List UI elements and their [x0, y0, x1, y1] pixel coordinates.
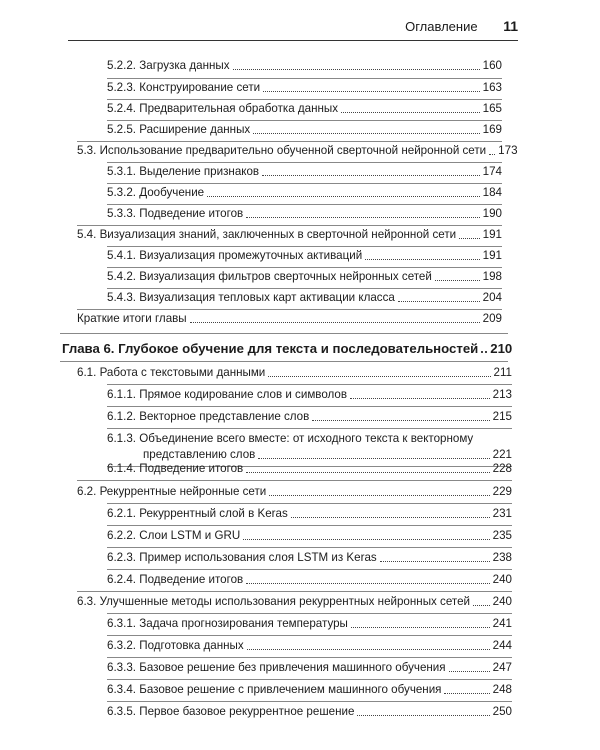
leader-dots	[489, 153, 495, 155]
toc-entry-title: Дообучение	[139, 186, 205, 199]
toc-entry-number: 6.2.4.	[107, 573, 137, 586]
toc-entry-page: 221	[492, 448, 512, 461]
leader-dots	[312, 419, 489, 421]
leader-dots	[262, 174, 480, 176]
toc-entry-number: 6.3.1.	[107, 617, 137, 630]
leader-dots	[291, 516, 490, 518]
toc-entry-number: 6.3.3.	[107, 661, 137, 674]
toc-entry-title: Визуализация знаний, заключенных в сверточной нейронной сети	[99, 228, 457, 241]
leader-dots	[350, 397, 490, 399]
toc-entry-page: 163	[482, 81, 502, 94]
toc-entry-page: 229	[492, 485, 512, 498]
toc-entry-title: Задача прогнозирования температуры	[139, 617, 348, 630]
toc-entry-number: Глава 6.	[62, 341, 115, 356]
toc-entry-number: 6.3.5.	[107, 705, 137, 718]
toc-entry-page: 241	[492, 617, 512, 630]
toc-entry-number: 6.1.	[77, 366, 97, 379]
toc-entry-title: Работа с текстовыми данными	[99, 366, 266, 379]
toc-entry-page: 213	[492, 388, 512, 401]
leader-dots	[481, 350, 487, 353]
toc-entry-page: 228	[492, 462, 512, 475]
leader-dots	[444, 692, 489, 694]
toc-entry-page: 231	[492, 507, 512, 520]
toc-entry-title: Предварительная обработка данных	[139, 102, 339, 115]
leader-dots	[246, 471, 489, 473]
toc-entry-page: 248	[492, 683, 512, 696]
toc-entry-page: 238	[492, 551, 512, 564]
leader-dots	[258, 457, 489, 459]
toc-entry-page: 210	[490, 341, 513, 356]
leader-dots	[380, 560, 490, 562]
toc-entry-page: 211	[493, 366, 512, 379]
toc-entry-page: 173	[498, 144, 518, 157]
toc-entry-title: Объединение всего вместе: от исходного текста к векторному	[139, 432, 474, 445]
toc-entry-page: 165	[482, 102, 502, 115]
toc-entry-page: 204	[482, 291, 502, 304]
header-title: Оглавление	[405, 19, 478, 34]
running-header	[68, 18, 518, 41]
toc-entry-title: Глубокое обучение для текста и последовательностей	[118, 341, 479, 356]
toc-entry-number: 5.3.2.	[107, 186, 137, 199]
toc-entry-number: 5.3.1.	[107, 165, 137, 178]
leader-dots	[243, 538, 489, 540]
toc-entry-title: Конструирование сети	[139, 81, 261, 94]
leader-dots	[351, 626, 490, 628]
toc-entry-page: 160	[482, 59, 502, 72]
leader-dots	[341, 111, 480, 113]
leader-dots	[365, 258, 479, 260]
toc-entry-number: 5.2.4.	[107, 102, 137, 115]
leader-dots	[435, 279, 480, 281]
leader-dots	[263, 90, 480, 92]
toc-entry-page: 191	[482, 249, 502, 262]
toc-entry-number: 5.4.1.	[107, 249, 137, 262]
toc-entry-page: 235	[492, 529, 512, 542]
toc-entry-title: Векторное представление слов	[139, 410, 310, 423]
toc-entry-title: Рекуррентные нейронные сети	[99, 485, 267, 498]
toc-entry-title: Прямое кодирование слов и символов	[139, 388, 348, 401]
toc-entry-title: Визуализация промежуточных активаций	[139, 249, 363, 262]
toc-entry-number: 5.2.2.	[107, 59, 137, 72]
toc-entry-title: Базовое решение без привлечения машинного обучения	[139, 661, 446, 674]
toc-entry-title: Выделение признаков	[139, 165, 260, 178]
toc-entry-page: 215	[492, 410, 512, 423]
toc-entry-number: 6.1.2.	[107, 410, 137, 423]
toc-entry-number: 6.3.2.	[107, 639, 137, 652]
toc-entry-page: 250	[492, 705, 512, 718]
toc-entry-title: Подведение итогов	[139, 207, 244, 220]
leader-dots	[253, 132, 479, 134]
leader-dots	[268, 375, 490, 377]
toc-entry-page: 240	[492, 573, 512, 586]
toc-entry-page: 244	[492, 639, 512, 652]
toc-entry-number: 6.1.3.	[107, 432, 137, 445]
toc-entry-title: Краткие итоги главы	[77, 312, 187, 325]
leader-dots	[247, 648, 490, 650]
toc-entry-number: 6.2.2.	[107, 529, 137, 542]
toc-entry-title: Рекуррентный слой в Keras	[139, 507, 288, 520]
toc-entry-title: Загрузка данных	[139, 59, 230, 72]
toc-entry-title: Подведение итогов	[139, 573, 244, 586]
leader-dots	[246, 216, 479, 218]
leader-dots	[269, 494, 489, 496]
toc-entry-title: Базовое решение с привлечением машинного обучения	[139, 683, 442, 696]
toc-entry-number: 6.3.	[77, 595, 97, 608]
toc-entry-number: 6.2.1.	[107, 507, 137, 520]
toc-entry-page: 184	[482, 186, 502, 199]
toc-entry-number: 6.3.4.	[107, 683, 137, 696]
toc-entry-page: 198	[482, 270, 502, 283]
toc-entry-title: Улучшенные методы использования рекуррентных нейронных сетей	[99, 595, 471, 608]
toc-entry-number: 5.3.	[77, 144, 97, 157]
leader-dots	[233, 68, 480, 70]
toc-entry-number: 5.3.3.	[107, 207, 137, 220]
toc-entry-title: Слои LSTM и GRU	[139, 529, 241, 542]
header-page-number: 11	[503, 18, 518, 34]
toc-entry-title: Использование предварительно обученной сверточной нейронной сети	[99, 144, 487, 157]
toc-entry-number: 5.4.	[77, 228, 97, 241]
toc-entry-page: 191	[482, 228, 502, 241]
toc-entry-number: 6.2.3.	[107, 551, 137, 564]
toc-entry-number: 6.1.1.	[107, 388, 137, 401]
toc-entry-title: Визуализация тепловых карт активации класса	[139, 291, 395, 304]
toc-entry-title: Пример использования слоя LSTM из Keras	[139, 551, 377, 564]
leader-dots	[459, 237, 480, 239]
leader-dots	[449, 670, 490, 672]
toc-entry-number: 5.2.3.	[107, 81, 137, 94]
toc-entry-title: Расширение данных	[139, 123, 251, 136]
toc-entry-title: Визуализация фильтров сверточных нейронных сетей	[139, 270, 432, 283]
leader-dots	[357, 714, 489, 716]
toc-entry-number: 5.2.5.	[107, 123, 137, 136]
toc-entry-page: 240	[492, 595, 512, 608]
toc-entry-page: 169	[482, 123, 502, 136]
toc-entry-page: 174	[482, 165, 502, 178]
leader-dots	[207, 195, 480, 197]
leader-dots	[190, 321, 480, 323]
toc-entry-number: 6.2.	[77, 485, 97, 498]
leader-dots	[246, 582, 489, 584]
leader-dots	[398, 300, 480, 302]
toc-entry-number: 5.4.3.	[107, 291, 137, 304]
toc-entry-title-continued: представлению слов	[143, 448, 256, 461]
toc-entry-number: 5.4.2.	[107, 270, 137, 283]
toc-entry-title: Подготовка данных	[139, 639, 244, 652]
leader-dots	[473, 604, 490, 606]
toc-entry-page: 247	[492, 661, 512, 674]
toc-entry-page: 190	[482, 207, 502, 220]
toc-entry-number: 6.1.4.	[107, 462, 137, 475]
toc-entry-page: 209	[482, 312, 502, 325]
toc-entry-title: Подведение итогов	[139, 462, 244, 475]
toc-entry-title: Первое базовое рекуррентное решение	[139, 705, 355, 718]
